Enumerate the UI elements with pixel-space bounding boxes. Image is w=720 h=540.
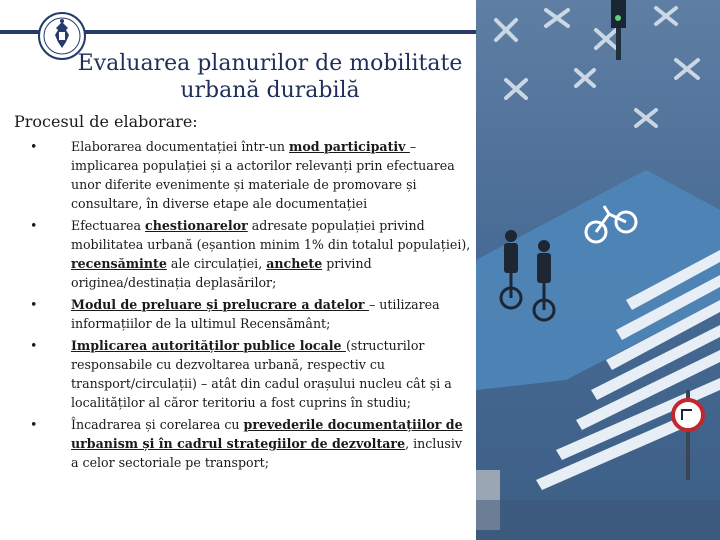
- bullet-text-part: Efectuarea: [71, 218, 146, 233]
- title-line-1: Evaluarea planurilor de mobilitate: [77, 51, 463, 76]
- bullet-list: [30, 134, 472, 472]
- cyclists-photo: [476, 0, 720, 540]
- bullet-item: [30, 216, 472, 292]
- bullet-text: [71, 417, 463, 470]
- bullet-text-part: adresate populației privind mobilitatea urbană (eșantion minim 1% din totalul populației),: [71, 218, 471, 252]
- bullet-text-part: Încadrarea și corelarea cu: [71, 417, 244, 432]
- bullet-emphasis: anchete: [266, 256, 323, 271]
- bullet-item: [30, 336, 472, 412]
- title-line-2: urbană durabilă: [180, 78, 360, 103]
- bullet-text: [71, 218, 470, 290]
- bullet-item: [30, 137, 472, 213]
- bullet-text-part: Elaborarea documentației într-un: [71, 139, 290, 154]
- bullet-emphasis: chestionarelor: [145, 218, 248, 233]
- bullet-text: [71, 338, 452, 410]
- page-title: [60, 50, 480, 104]
- bullet-text-part: ale circulației,: [166, 256, 267, 271]
- bullet-emphasis: recensăminte: [71, 256, 167, 271]
- bullet-marker: •: [30, 218, 38, 233]
- bullet-emphasis: mod participativ: [289, 139, 410, 154]
- bullet-emphasis: prevederile documentațiilor de urbanism și în cadrul strategiilor de dezvoltare: [71, 417, 463, 451]
- bullet-text-part: privind originea/destinația deplasărilor;: [71, 256, 372, 290]
- bullet-marker: •: [30, 417, 38, 432]
- bullet-marker: •: [30, 338, 38, 353]
- bullet-text-part: (structurilor responsabile cu dezvoltarea urbană, respectiv cu transport/circulații) – atât din cadul orașului nucleu cât și a localităților al căror teritoriu a fost cuprins în studiu;: [71, 338, 452, 410]
- bullet-marker: •: [30, 139, 38, 154]
- bullet-text: [71, 139, 455, 211]
- bullet-text-part: – utilizarea informațiilor de la ultimul Recensământ;: [71, 297, 440, 331]
- bullet-text-part: , inclusiv a celor sectoriale pe transport;: [71, 436, 463, 470]
- bullet-emphasis: Implicarea autorităților publice locale: [71, 338, 346, 353]
- bullet-marker: •: [30, 297, 38, 312]
- bullet-item: [30, 415, 472, 472]
- section-subtitle: Procesul de elaborare:: [14, 112, 198, 131]
- bullet-emphasis: Modul de preluare și prelucrare a datelor: [71, 297, 369, 312]
- bullet-text: [71, 297, 440, 331]
- bullet-item: [30, 295, 472, 333]
- bullet-text-part: – implicarea populației și a actorilor relevanți prin efectuarea unor diferite evenimente și materiale de promovare și consultare, în diverse etape ale documentației: [71, 139, 455, 211]
